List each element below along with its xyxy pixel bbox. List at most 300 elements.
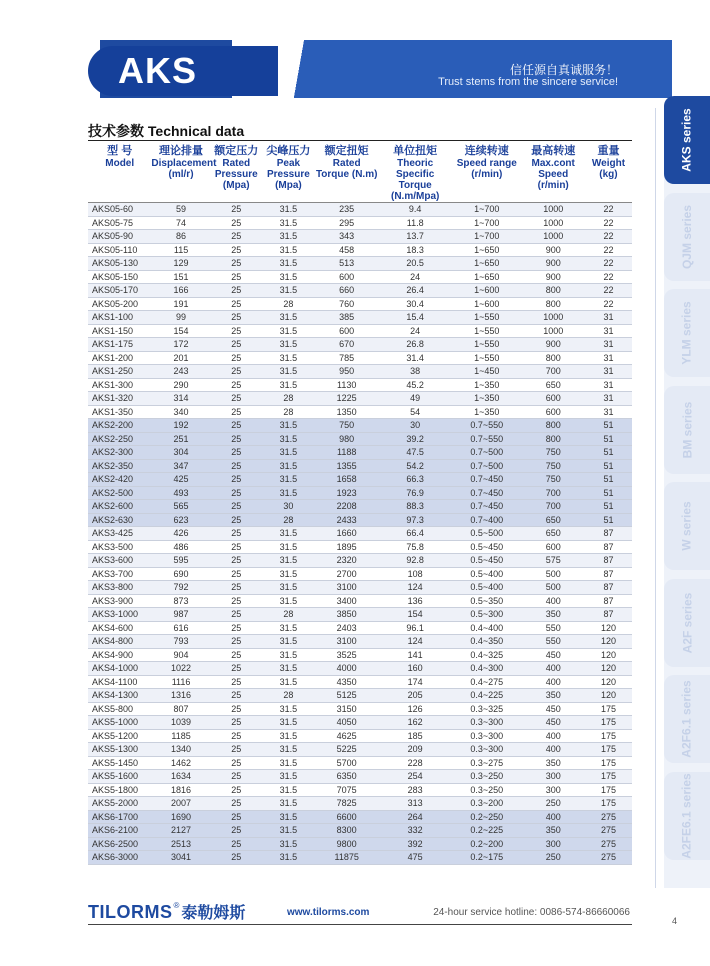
value-cell: 31.5 [262, 527, 315, 541]
value-cell: 235 [315, 203, 378, 217]
value-cell: 25 [211, 662, 262, 676]
value-cell: 31.5 [262, 284, 315, 298]
value-cell: 1316 [151, 689, 210, 703]
value-cell: 74 [151, 216, 210, 230]
value-cell: 0.7~400 [452, 513, 522, 527]
value-cell: 124 [378, 635, 452, 649]
value-cell: 0.5~350 [452, 594, 522, 608]
value-cell: 400 [522, 743, 585, 757]
column-header-cn: 重量 [597, 145, 620, 157]
series-tab-label: AKS series [680, 108, 694, 172]
table-row [88, 783, 632, 797]
series-tab-label: QJM series [680, 204, 695, 269]
value-cell: 25 [211, 230, 262, 244]
table-row [88, 392, 632, 406]
model-cell: AKS4-900 [88, 648, 151, 662]
value-cell: 750 [522, 473, 585, 487]
value-cell: 25 [211, 324, 262, 338]
value-cell: 347 [151, 459, 210, 473]
value-cell: 600 [522, 540, 585, 554]
column-header [88, 142, 151, 203]
value-cell: 25 [211, 851, 262, 865]
value-cell: 0.7~550 [452, 432, 522, 446]
value-cell: 25 [211, 459, 262, 473]
value-cell: 500 [522, 567, 585, 581]
value-cell: 0.5~400 [452, 581, 522, 595]
value-cell: 175 [585, 743, 632, 757]
table-row [88, 567, 632, 581]
value-cell: 5125 [315, 689, 378, 703]
value-cell: 0.5~500 [452, 527, 522, 541]
model-cell: AKS1-250 [88, 365, 151, 379]
value-cell: 550 [522, 621, 585, 635]
table-row [88, 689, 632, 703]
value-cell: 3150 [315, 702, 378, 716]
model-cell: AKS1-200 [88, 351, 151, 365]
table-row [88, 621, 632, 635]
value-cell: 31.5 [262, 432, 315, 446]
service-hotline: 24-hour service hotline: 0086-574-86660066 [433, 907, 630, 918]
value-cell: 251 [151, 432, 210, 446]
table-row [88, 203, 632, 217]
value-cell: 31 [585, 378, 632, 392]
value-cell: 3525 [315, 648, 378, 662]
value-cell: 209 [378, 743, 452, 757]
value-cell: 670 [315, 338, 378, 352]
value-cell: 31.5 [262, 581, 315, 595]
value-cell: 750 [315, 419, 378, 433]
value-cell: 1000 [522, 230, 585, 244]
table-row [88, 270, 632, 284]
table-body [88, 203, 632, 865]
model-cell: AKS5-1200 [88, 729, 151, 743]
value-cell: 800 [522, 351, 585, 365]
registered-mark: ® [173, 901, 180, 910]
series-tab[interactable] [664, 675, 710, 763]
value-cell: 25 [211, 648, 262, 662]
value-cell: 92.8 [378, 554, 452, 568]
column-header-cn: 理论排量 [159, 145, 204, 157]
value-cell: 25 [211, 473, 262, 487]
model-cell: AKS4-1100 [88, 675, 151, 689]
model-cell: AKS05-90 [88, 230, 151, 244]
value-cell: 30.4 [378, 297, 452, 311]
value-cell: 28 [262, 392, 315, 406]
value-cell: 3100 [315, 581, 378, 595]
value-cell: 31.5 [262, 459, 315, 473]
table-row [88, 257, 632, 271]
value-cell: 900 [522, 243, 585, 257]
value-cell: 314 [151, 392, 210, 406]
value-cell: 25 [211, 257, 262, 271]
value-cell: 450 [522, 716, 585, 730]
value-cell: 51 [585, 432, 632, 446]
value-cell: 1~350 [452, 392, 522, 406]
value-cell: 25 [211, 203, 262, 217]
value-cell: 162 [378, 716, 452, 730]
model-cell: AKS1-150 [88, 324, 151, 338]
value-cell: 31.5 [262, 837, 315, 851]
value-cell: 1895 [315, 540, 378, 554]
value-cell: 250 [522, 851, 585, 865]
series-tab[interactable] [664, 289, 710, 377]
column-header-en: Max.cont Speed (r/min) [531, 158, 575, 191]
value-cell: 1462 [151, 756, 210, 770]
value-cell: 25 [211, 729, 262, 743]
value-cell: 800 [522, 297, 585, 311]
value-cell: 300 [522, 770, 585, 784]
value-cell: 20.5 [378, 257, 452, 271]
value-cell: 4000 [315, 662, 378, 676]
value-cell: 51 [585, 513, 632, 527]
value-cell: 31 [585, 311, 632, 325]
model-cell: AKS6-2500 [88, 837, 151, 851]
value-cell: 31.5 [262, 486, 315, 500]
value-cell: 600 [315, 270, 378, 284]
value-cell: 275 [585, 851, 632, 865]
model-cell: AKS5-1450 [88, 756, 151, 770]
value-cell: 3100 [315, 635, 378, 649]
model-cell: AKS2-300 [88, 446, 151, 460]
model-cell: AKS1-100 [88, 311, 151, 325]
value-cell: 295 [315, 216, 378, 230]
value-cell: 51 [585, 473, 632, 487]
value-cell: 7825 [315, 797, 378, 811]
value-cell: 3850 [315, 608, 378, 622]
value-cell: 25 [211, 284, 262, 298]
value-cell: 1~650 [452, 270, 522, 284]
value-cell: 0.5~450 [452, 554, 522, 568]
column-header-en: Rated Pressure (Mpa) [214, 158, 258, 191]
value-cell: 1~700 [452, 230, 522, 244]
value-cell: 22 [585, 243, 632, 257]
value-cell: 154 [151, 324, 210, 338]
column-header [522, 142, 585, 203]
table-row [88, 608, 632, 622]
value-cell: 0.3~275 [452, 756, 522, 770]
table-row [88, 797, 632, 811]
value-cell: 1658 [315, 473, 378, 487]
series-tab-label: W series [680, 501, 695, 551]
value-cell: 785 [315, 351, 378, 365]
value-cell: 51 [585, 459, 632, 473]
table-row [88, 810, 632, 824]
value-cell: 129 [151, 257, 210, 271]
value-cell: 2700 [315, 567, 378, 581]
value-cell: 700 [522, 486, 585, 500]
value-cell: 31 [585, 324, 632, 338]
value-cell: 228 [378, 756, 452, 770]
value-cell: 8300 [315, 824, 378, 838]
value-cell: 275 [585, 824, 632, 838]
value-cell: 25 [211, 270, 262, 284]
value-cell: 800 [522, 284, 585, 298]
column-header-cn: 最高转速 [531, 145, 576, 157]
value-cell: 458 [315, 243, 378, 257]
model-cell: AKS05-110 [88, 243, 151, 257]
value-cell: 25 [211, 527, 262, 541]
value-cell: 425 [151, 473, 210, 487]
value-cell: 51 [585, 419, 632, 433]
model-cell: AKS5-2000 [88, 797, 151, 811]
column-header-cn: 单位扭矩 [393, 145, 438, 157]
value-cell: 22 [585, 297, 632, 311]
value-cell: 650 [522, 513, 585, 527]
value-cell: 31.5 [262, 648, 315, 662]
table-row [88, 405, 632, 419]
value-cell: 25 [211, 297, 262, 311]
model-cell: AKS3-900 [88, 594, 151, 608]
value-cell: 283 [378, 783, 452, 797]
value-cell: 900 [522, 270, 585, 284]
value-cell: 0.4~350 [452, 635, 522, 649]
value-cell: 0.2~200 [452, 837, 522, 851]
value-cell: 1039 [151, 716, 210, 730]
value-cell: 136 [378, 594, 452, 608]
table-row [88, 824, 632, 838]
value-cell: 154 [378, 608, 452, 622]
model-cell: AKS6-2100 [88, 824, 151, 838]
value-cell: 243 [151, 365, 210, 379]
column-header-en: Displacement (ml/r) [151, 158, 217, 180]
value-cell: 205 [378, 689, 452, 703]
series-tab[interactable] [664, 386, 710, 474]
table-row [88, 216, 632, 230]
value-cell: 0.7~450 [452, 473, 522, 487]
table-row [88, 554, 632, 568]
model-cell: AKS2-250 [88, 432, 151, 446]
value-cell: 25 [211, 702, 262, 716]
model-cell: AKS5-1000 [88, 716, 151, 730]
value-cell: 1130 [315, 378, 378, 392]
value-cell: 25 [211, 419, 262, 433]
value-cell: 275 [585, 810, 632, 824]
value-cell: 31.5 [262, 230, 315, 244]
value-cell: 275 [585, 837, 632, 851]
value-cell: 87 [585, 540, 632, 554]
value-cell: 400 [522, 729, 585, 743]
value-cell: 1923 [315, 486, 378, 500]
value-cell: 31.5 [262, 824, 315, 838]
technical-data-table [88, 142, 632, 865]
value-cell: 550 [522, 635, 585, 649]
value-cell: 87 [585, 581, 632, 595]
value-cell: 13.7 [378, 230, 452, 244]
column-header-cn: 额定压力 [214, 145, 259, 157]
value-cell: 31.5 [262, 351, 315, 365]
series-tab[interactable] [664, 96, 710, 184]
slogan-chinese: 信任源自真诚服务！ [509, 63, 618, 77]
model-cell: AKS2-500 [88, 486, 151, 500]
value-cell: 120 [585, 675, 632, 689]
value-cell: 0.5~400 [452, 567, 522, 581]
table-row [88, 594, 632, 608]
page-title: AKS [118, 50, 198, 91]
column-header [585, 142, 632, 203]
value-cell: 0.3~300 [452, 743, 522, 757]
value-cell: 950 [315, 365, 378, 379]
value-cell: 475 [378, 851, 452, 865]
value-cell: 31.5 [262, 446, 315, 460]
value-cell: 4350 [315, 675, 378, 689]
model-cell: AKS5-1800 [88, 783, 151, 797]
value-cell: 45.2 [378, 378, 452, 392]
value-cell: 120 [585, 648, 632, 662]
value-cell: 126 [378, 702, 452, 716]
column-header-cn: 连续转速 [464, 145, 509, 157]
value-cell: 25 [211, 837, 262, 851]
table-row [88, 581, 632, 595]
value-cell: 175 [585, 756, 632, 770]
column-header-en: Model [105, 158, 135, 169]
value-cell: 47.5 [378, 446, 452, 460]
value-cell: 2208 [315, 500, 378, 514]
value-cell: 31.5 [262, 216, 315, 230]
model-cell: AKS5-1600 [88, 770, 151, 784]
value-cell: 175 [585, 783, 632, 797]
value-cell: 6350 [315, 770, 378, 784]
value-cell: 31.5 [262, 311, 315, 325]
value-cell: 350 [522, 689, 585, 703]
value-cell: 25 [211, 716, 262, 730]
value-cell: 31.5 [262, 257, 315, 271]
model-cell: AKS5-1300 [88, 743, 151, 757]
value-cell: 192 [151, 419, 210, 433]
value-cell: 1225 [315, 392, 378, 406]
value-cell: 807 [151, 702, 210, 716]
value-cell: 254 [378, 770, 452, 784]
value-cell: 650 [522, 378, 585, 392]
value-cell: 26.8 [378, 338, 452, 352]
value-cell: 793 [151, 635, 210, 649]
value-cell: 340 [151, 405, 210, 419]
series-tab-label: A2FE6.1 series [680, 772, 695, 859]
table-row [88, 311, 632, 325]
table-row [88, 365, 632, 379]
value-cell: 800 [522, 432, 585, 446]
value-cell: 31.5 [262, 419, 315, 433]
table-row [88, 473, 632, 487]
value-cell: 1~350 [452, 405, 522, 419]
value-cell: 22 [585, 270, 632, 284]
table-row [88, 284, 632, 298]
value-cell: 400 [522, 810, 585, 824]
value-cell: 18.3 [378, 243, 452, 257]
value-cell: 1000 [522, 311, 585, 325]
column-header [378, 142, 452, 203]
value-cell: 31.5 [262, 554, 315, 568]
value-cell: 350 [522, 824, 585, 838]
value-cell: 22 [585, 216, 632, 230]
value-cell: 513 [315, 257, 378, 271]
value-cell: 22 [585, 284, 632, 298]
model-cell: AKS2-630 [88, 513, 151, 527]
value-cell: 115 [151, 243, 210, 257]
value-cell: 31.5 [262, 338, 315, 352]
value-cell: 0.3~325 [452, 702, 522, 716]
value-cell: 0.7~450 [452, 500, 522, 514]
value-cell: 59 [151, 203, 210, 217]
value-cell: 31.5 [262, 743, 315, 757]
series-tab[interactable] [664, 579, 710, 667]
value-cell: 2513 [151, 837, 210, 851]
model-cell: AKS05-200 [88, 297, 151, 311]
table-row [88, 486, 632, 500]
table-row [88, 675, 632, 689]
model-cell: AKS1-350 [88, 405, 151, 419]
value-cell: 0.7~500 [452, 459, 522, 473]
value-cell: 31.5 [262, 635, 315, 649]
series-tab[interactable] [664, 772, 710, 860]
value-cell: 1~700 [452, 216, 522, 230]
value-cell: 28 [262, 689, 315, 703]
value-cell: 0.2~175 [452, 851, 522, 865]
value-cell: 1022 [151, 662, 210, 676]
value-cell: 1340 [151, 743, 210, 757]
table-row [88, 378, 632, 392]
value-cell: 0.2~250 [452, 810, 522, 824]
model-cell: AKS1-320 [88, 392, 151, 406]
value-cell: 120 [585, 621, 632, 635]
value-cell: 700 [522, 500, 585, 514]
value-cell: 31 [585, 392, 632, 406]
table-row [88, 851, 632, 865]
value-cell: 25 [211, 824, 262, 838]
value-cell: 350 [522, 756, 585, 770]
value-cell: 800 [522, 419, 585, 433]
series-tab[interactable] [664, 193, 710, 281]
website-link[interactable]: www.tilorms.com [287, 907, 370, 918]
value-cell: 25 [211, 432, 262, 446]
table-row [88, 500, 632, 514]
value-cell: 87 [585, 608, 632, 622]
series-tab-label: A2F series [680, 592, 695, 653]
table-row [88, 702, 632, 716]
value-cell: 25 [211, 486, 262, 500]
value-cell: 2127 [151, 824, 210, 838]
model-cell: AKS4-1300 [88, 689, 151, 703]
model-cell: AKS6-3000 [88, 851, 151, 865]
value-cell: 87 [585, 567, 632, 581]
table-row [88, 648, 632, 662]
value-cell: 6600 [315, 810, 378, 824]
value-cell: 201 [151, 351, 210, 365]
column-header-en: Peak Pressure (Mpa) [266, 158, 310, 191]
series-tab[interactable] [664, 482, 710, 570]
value-cell: 38 [378, 365, 452, 379]
value-cell: 172 [151, 338, 210, 352]
value-cell: 87 [585, 594, 632, 608]
value-cell: 760 [315, 297, 378, 311]
value-cell: 1~600 [452, 284, 522, 298]
value-cell: 25 [211, 581, 262, 595]
value-cell: 96.1 [378, 621, 452, 635]
value-cell: 87 [585, 554, 632, 568]
model-cell: AKS05-130 [88, 257, 151, 271]
value-cell: 25 [211, 500, 262, 514]
value-cell: 25 [211, 675, 262, 689]
value-cell: 987 [151, 608, 210, 622]
value-cell: 250 [522, 797, 585, 811]
value-cell: 25 [211, 365, 262, 379]
value-cell: 24 [378, 270, 452, 284]
value-cell: 25 [211, 216, 262, 230]
value-cell: 623 [151, 513, 210, 527]
value-cell: 0.3~300 [452, 716, 522, 730]
value-cell: 5225 [315, 743, 378, 757]
value-cell: 51 [585, 500, 632, 514]
value-cell: 25 [211, 756, 262, 770]
